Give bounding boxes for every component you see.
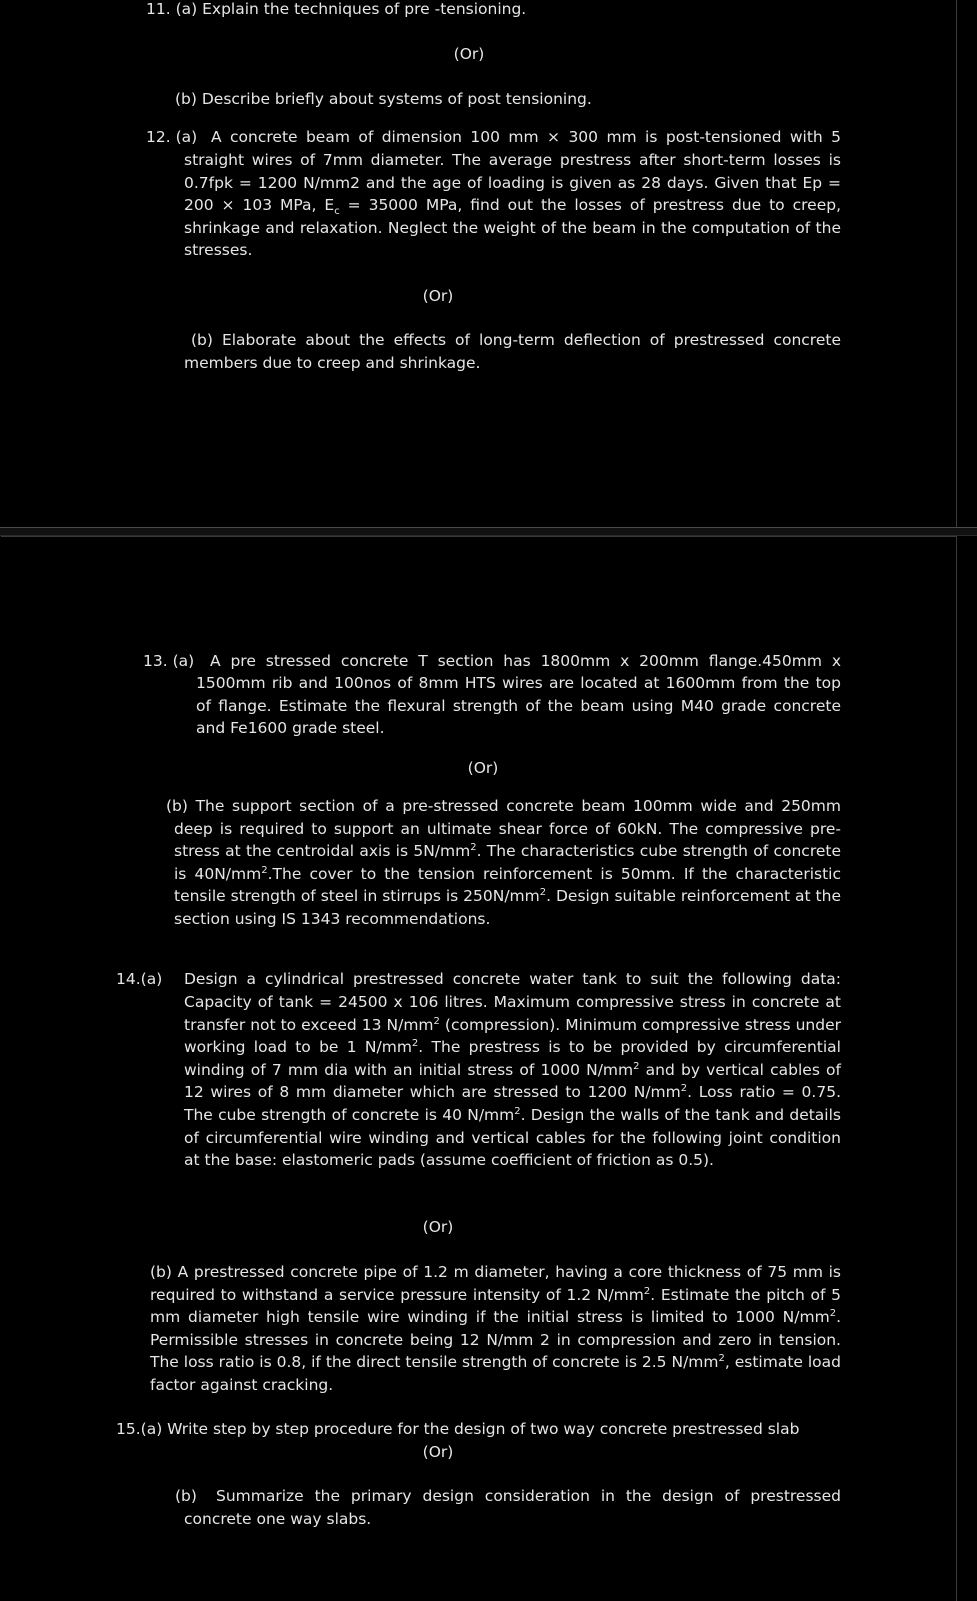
q12-a-text: [184, 149, 841, 262]
q14-a-5: . Loss ratio = 0.75. The cube strength of concrete is 40 N/mm: [184, 1083, 841, 1124]
q14-a-sup-5: 2: [514, 1105, 521, 1117]
q14-b-4: , estimate load factor against cracking.: [150, 1353, 841, 1394]
q14-b-1: (b) A prestressed concrete pipe of 1.2 m diameter, having a core thickness of 75 mm is required to withstand a service pressure intensity of 1.2 N/mm: [150, 1263, 841, 1304]
q11-b: (b) Describe briefly about systems of post tensioning.: [175, 90, 592, 108]
q15-b-line2: concrete one way slabs.: [184, 1510, 372, 1528]
q14-a-6: . Design the walls of the tank and details of circumferential wire winding and vertical cables for the following joint condition at the base: elastomeric pads (assume coefficient of friction as 0.5).: [184, 1105, 841, 1170]
q13-b-1: (b) The support section of a pre-stressed concrete beam 100mm wide and 250mm deep is required to support an ultimate shear force of 60kN. The compressive pre-stress at the centroidal axis is 5N/mm: [166, 797, 841, 861]
q13-b-sup-3: 2: [539, 887, 547, 899]
q13-number: 13. (a): [143, 652, 195, 670]
q14-a-sup-4: 2: [680, 1083, 688, 1095]
q12-a-line1: A concrete beam of dimension 100 mm × 300 mm is post-tensioned with 5: [211, 128, 841, 146]
q13-b-3: .The cover to the tension reinforcement is 50mm. If the characteristic tensile strength of steel in stirrups is 250N/mm: [174, 864, 841, 906]
page-panel-top: [1, 0, 957, 527]
q12-number: 12. (a): [146, 128, 198, 146]
q14-a-3: . The prestress is to be provided by circumferential winding of 7 mm dia with an initial stress of 1000 N/mm: [184, 1038, 841, 1079]
q12-a-end: = 35000 MPa, find out the losses of prestress due to creep, shrinkage and relaxation. Neglect the weight of the beam in the computation of the stresses.: [184, 196, 841, 260]
q13-a-rest: 1500mm rib and 100nos of 8mm HTS wires are located at 1600mm from the top of flange. Estimate the flexural strength of the beam using M40 grade concrete and Fe1600 grade steel.: [196, 674, 841, 738]
q14-a-4: and by vertical cables of 12 wires of 8 mm diameter which are stressed to 1200 N/mm: [184, 1060, 841, 1102]
q15-or: (Or): [422, 1443, 454, 1461]
q14-a-2: (compression). Minimum compressive stress under working load to be 1 N/mm: [184, 1015, 841, 1057]
q13-b-4: . Design suitable reinforcement at the section using IS 1343 recommendations.: [174, 887, 841, 928]
q11-or: (Or): [453, 45, 485, 63]
q15-b-label: (b): [175, 1487, 197, 1505]
q14-b-sup-1: 2: [643, 1285, 651, 1297]
q14-b-sup-3: 2: [718, 1353, 725, 1365]
q14-b-3: . Permissible stresses in concrete being 12 N/mm 2 in compression and zero in tension. The loss ratio is 0.8, if the direct tensile strength of concrete is 2.5 N/mm: [150, 1308, 841, 1372]
q12-a-rest: straight wires of 7mm diameter. The average prestress after short-term losses is 0.7fpk = 1200 N/mm2 and the age of loading is given as 28 days. Given that Ep = 200 × 103 MPa, E: [184, 151, 841, 215]
q14-a-sup-3: 2: [633, 1060, 640, 1072]
q12-b: (b) Elaborate about the effects of long-term deflection of prestressed concrete members due to creep and shrinkage.: [184, 331, 841, 372]
q13-a-line1: A pre stressed concrete T section has 1800mm x 200mm flange.450mm x: [210, 652, 841, 670]
q14-a-text: [184, 991, 841, 1172]
q13-b: [166, 795, 841, 931]
q12-a-sub: c: [334, 206, 340, 218]
q14-a-1: Capacity of tank = 24500 x 106 litres. Maximum compressive stress in concrete at transfer not to exceed 13 N/mm: [184, 993, 841, 1034]
q14-a-line1: Design a cylindrical prestressed concrete water tank to suit the following data:: [184, 970, 841, 988]
q13-b-2: . The characteristics cube strength of concrete is 40N/mm: [174, 842, 841, 883]
q14-a-sup-1: 2: [433, 1015, 440, 1027]
q15-a: 15.(a) Write step by step procedure for the design of two way concrete prestressed slab: [116, 1420, 800, 1438]
q13-or: (Or): [467, 759, 499, 777]
q14-or: (Or): [422, 1218, 454, 1236]
q14-number: 14.(a): [116, 970, 163, 988]
q14-b-sup-2: 2: [829, 1308, 837, 1320]
q13-b-sup-2: 2: [261, 864, 268, 876]
q14-b-2: . Estimate the pitch of 5 mm diameter high tensile wire winding if the initial stress is limited to 1000 N/mm: [150, 1285, 841, 1327]
q12-or: (Or): [422, 287, 454, 305]
q15-b-line1: Summarize the primary design consideration in the design of prestressed: [216, 1487, 841, 1505]
panel-separator: [0, 527, 977, 536]
q14-b: [150, 1261, 841, 1397]
q11-a: 11. (a) Explain the techniques of pre -tensioning.: [146, 0, 527, 18]
q14-a-sup-2: 2: [411, 1038, 419, 1050]
q13-b-sup-1: 2: [470, 842, 477, 854]
